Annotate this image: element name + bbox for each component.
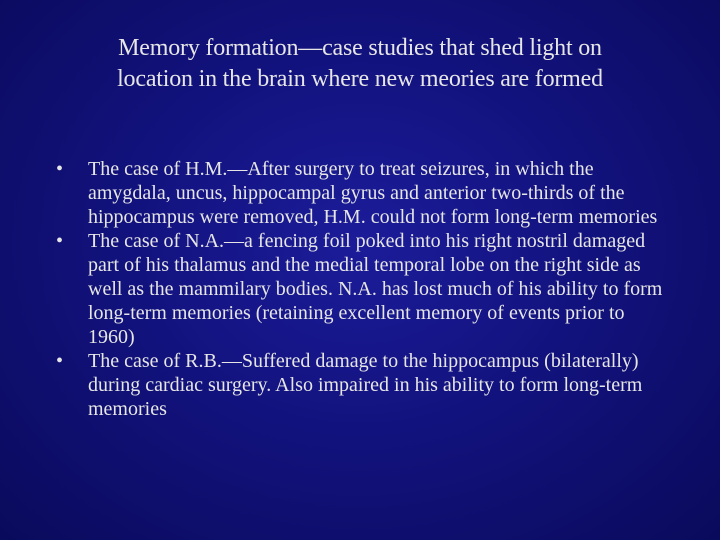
slide-title: [30, 33, 690, 95]
bullet-item-hm: [56, 157, 676, 229]
bullet-point-icon: •: [56, 230, 64, 252]
bullet-text-na: The case of N.A.—a fencing foil poked into his right nostril damaged part of his thalamus and the medial temporal lobe on the right side as well as the mammilary bodies. N.A. has lost much of his ability to form long-term memories (retaining excellent memory of events prior to 1960): [88, 230, 663, 348]
bullet-text-rb: The case of R.B.—Suffered damage to the hippocampus (bilaterally) during cardiac surgery. Also impaired in his ability to form long-term memories: [88, 350, 643, 420]
bullet-point-icon: •: [56, 350, 64, 372]
slide-title-line-2: location in the brain where new meories are formed: [117, 66, 603, 92]
bullet-item-na: [56, 229, 676, 349]
bullet-list: [56, 157, 676, 421]
bullet-item-rb: [56, 349, 676, 421]
slide-title-line-1: Memory formation—case studies that shed light on: [118, 35, 602, 61]
bullet-point-icon: •: [56, 158, 64, 180]
bullet-text-hm: The case of H.M.—After surgery to treat seizures, in which the amygdala, uncus, hippocampal gyrus and anterior two-thirds of the hippocampus were removed, H.M. could not form long-term memories: [88, 158, 658, 228]
